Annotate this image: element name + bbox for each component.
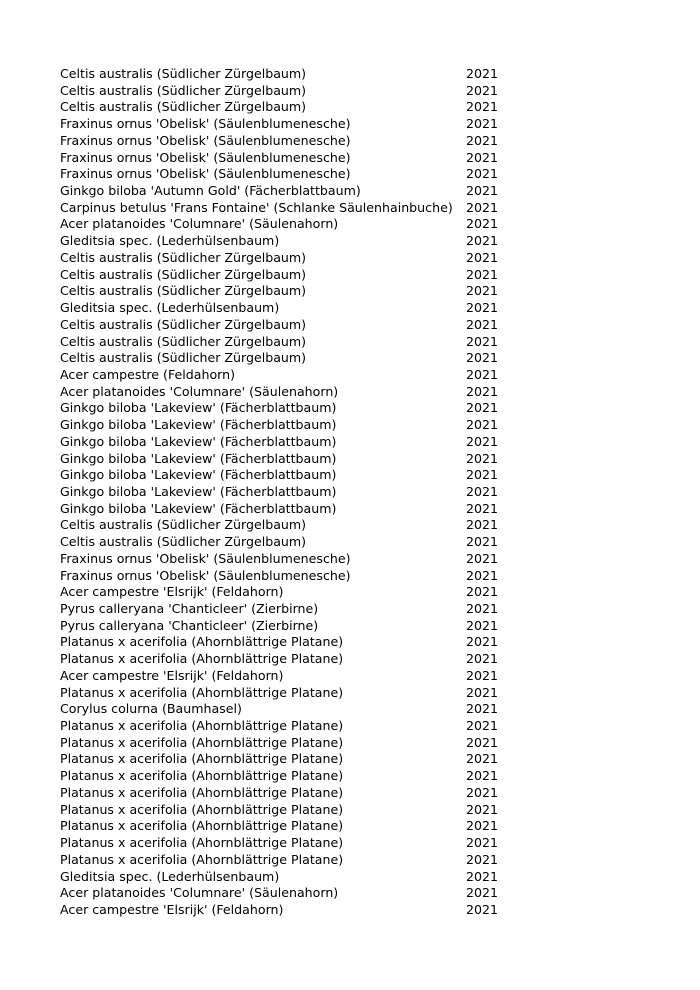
species-name: Acer platanoides 'Columnare' (Säulenahorn) <box>60 885 339 901</box>
planting-year: 2021 <box>466 316 499 332</box>
planting-year: 2021 <box>466 901 499 917</box>
table-row <box>60 233 520 250</box>
planting-year: 2021 <box>466 768 499 784</box>
planting-year: 2021 <box>466 567 499 583</box>
species-name: Celtis australis (Südlicher Zürgelbaum) <box>60 249 307 265</box>
table-row <box>60 116 520 133</box>
planting-year: 2021 <box>466 233 499 249</box>
table-row <box>60 384 520 401</box>
planting-year: 2021 <box>466 584 499 600</box>
planting-year: 2021 <box>466 266 499 282</box>
table-row <box>60 818 520 835</box>
planting-year: 2021 <box>466 283 499 299</box>
table-row <box>60 802 520 819</box>
table-row <box>60 250 520 267</box>
planting-year: 2021 <box>466 634 499 650</box>
table-row <box>60 200 520 217</box>
species-name: Fraxinus ornus 'Obelisk' (Säulenblumenesche) <box>60 567 351 583</box>
species-name: Ginkgo biloba 'Lakeview' (Fächerblattbaum) <box>60 500 337 516</box>
species-name: Gleditsia spec. (Lederhülsenbaum) <box>60 868 280 884</box>
species-name: Ginkgo biloba 'Autumn Gold' (Fächerblattbaum) <box>60 183 361 199</box>
species-name: Celtis australis (Südlicher Zürgelbaum) <box>60 517 307 533</box>
planting-year: 2021 <box>466 467 499 483</box>
planting-year: 2021 <box>466 149 499 165</box>
species-name: Platanus x acerifolia (Ahornblättrige Platane) <box>60 651 344 667</box>
planting-year: 2021 <box>466 216 499 232</box>
table-row <box>60 99 520 116</box>
species-name: Fraxinus ornus 'Obelisk' (Säulenblumenesche) <box>60 550 351 566</box>
planting-year: 2021 <box>466 383 499 399</box>
table-row <box>60 451 520 468</box>
table-row <box>60 751 520 768</box>
planting-year: 2021 <box>466 99 499 115</box>
planting-year: 2021 <box>466 116 499 132</box>
table-row <box>60 634 520 651</box>
table-row <box>60 183 520 200</box>
table-row <box>60 618 520 635</box>
table-row <box>60 668 520 685</box>
planting-year: 2021 <box>466 400 499 416</box>
species-name: Gleditsia spec. (Lederhülsenbaum) <box>60 300 280 316</box>
planting-year: 2021 <box>466 617 499 633</box>
species-name: Acer campestre 'Elsrijk' (Feldahorn) <box>60 584 284 600</box>
species-name: Ginkgo biloba 'Lakeview' (Fächerblattbaum) <box>60 417 337 433</box>
species-name: Gleditsia spec. (Lederhülsenbaum) <box>60 233 280 249</box>
table-row <box>60 417 520 434</box>
table-row <box>60 267 520 284</box>
planting-year: 2021 <box>466 801 499 817</box>
table-row <box>60 785 520 802</box>
planting-year: 2021 <box>466 534 499 550</box>
table-row <box>60 334 520 351</box>
planting-year: 2021 <box>466 885 499 901</box>
table-row <box>60 551 520 568</box>
planting-year: 2021 <box>466 166 499 182</box>
species-name: Fraxinus ornus 'Obelisk' (Säulenblumenesche) <box>60 166 351 182</box>
table-row <box>60 216 520 233</box>
table-row <box>60 584 520 601</box>
table-row <box>60 718 520 735</box>
table-row <box>60 735 520 752</box>
planting-year: 2021 <box>466 417 499 433</box>
planting-year: 2021 <box>466 734 499 750</box>
table-row <box>60 300 520 317</box>
table-row <box>60 133 520 150</box>
species-name: Ginkgo biloba 'Lakeview' (Fächerblattbaum) <box>60 433 337 449</box>
table-row <box>60 467 520 484</box>
table-row <box>60 66 520 83</box>
planting-year: 2021 <box>466 751 499 767</box>
species-name: Celtis australis (Südlicher Zürgelbaum) <box>60 350 307 366</box>
species-name: Celtis australis (Südlicher Zürgelbaum) <box>60 283 307 299</box>
planting-year: 2021 <box>466 183 499 199</box>
planting-year: 2021 <box>466 667 499 683</box>
table-row <box>60 517 520 534</box>
planting-year: 2021 <box>466 601 499 616</box>
table-row <box>60 434 520 451</box>
planting-year: 2021 <box>466 818 499 834</box>
table-row <box>60 601 520 618</box>
table-row <box>60 350 520 367</box>
table-row <box>60 885 520 902</box>
table-row <box>60 400 520 417</box>
species-name: Platanus x acerifolia (Ahornblättrige Platane) <box>60 801 344 817</box>
species-name: Pyrus calleryana 'Chanticleer' (Zierbirne) <box>60 617 319 633</box>
species-name: Celtis australis (Südlicher Zürgelbaum) <box>60 82 307 98</box>
species-name: Corylus colurna (Baumhasel) <box>60 701 242 717</box>
table-row <box>60 534 520 551</box>
table-row <box>60 651 520 668</box>
species-name: Celtis australis (Südlicher Zürgelbaum) <box>60 534 307 550</box>
species-name: Ginkgo biloba 'Lakeview' (Fächerblattbaum) <box>60 467 337 483</box>
table-row <box>60 852 520 869</box>
table-row <box>60 83 520 100</box>
planting-year: 2021 <box>466 851 499 867</box>
species-name: Platanus x acerifolia (Ahornblättrige Platane) <box>60 684 344 700</box>
species-name: Platanus x acerifolia (Ahornblättrige Platane) <box>60 784 344 800</box>
table-row <box>60 685 520 702</box>
planting-year: 2021 <box>466 868 499 884</box>
species-name: Ginkgo biloba 'Lakeview' (Fächerblattbaum) <box>60 400 337 416</box>
planting-year: 2021 <box>466 500 499 516</box>
tree-list <box>60 66 520 919</box>
planting-year: 2021 <box>466 249 499 265</box>
planting-year: 2021 <box>466 684 499 700</box>
species-name: Platanus x acerifolia (Ahornblättrige Platane) <box>60 751 344 767</box>
table-row <box>60 484 520 501</box>
planting-year: 2021 <box>466 300 499 316</box>
species-name: Acer platanoides 'Columnare' (Säulenahorn) <box>60 216 339 232</box>
species-name: Acer platanoides 'Columnare' (Säulenahorn) <box>60 383 339 399</box>
planting-year: 2021 <box>466 550 499 566</box>
table-row <box>60 869 520 886</box>
planting-year: 2021 <box>466 517 499 533</box>
species-name: Acer campestre 'Elsrijk' (Feldahorn) <box>60 901 284 917</box>
table-row <box>60 701 520 718</box>
species-name: Fraxinus ornus 'Obelisk' (Säulenblumenesche) <box>60 149 351 165</box>
species-name: Platanus x acerifolia (Ahornblättrige Platane) <box>60 818 344 834</box>
table-row <box>60 835 520 852</box>
planting-year: 2021 <box>466 132 499 148</box>
species-name: Acer campestre (Feldahorn) <box>60 366 236 382</box>
species-name: Ginkgo biloba 'Lakeview' (Fächerblattbaum) <box>60 450 337 466</box>
planting-year: 2021 <box>466 199 499 215</box>
species-name: Celtis australis (Südlicher Zürgelbaum) <box>60 66 307 81</box>
table-row <box>60 166 520 183</box>
species-name: Celtis australis (Südlicher Zürgelbaum) <box>60 333 307 349</box>
species-name: Acer campestre 'Elsrijk' (Feldahorn) <box>60 667 284 683</box>
planting-year: 2021 <box>466 333 499 349</box>
species-name: Celtis australis (Südlicher Zürgelbaum) <box>60 266 307 282</box>
species-name: Ginkgo biloba 'Lakeview' (Fächerblattbaum) <box>60 483 337 499</box>
table-row <box>60 768 520 785</box>
planting-year: 2021 <box>466 450 499 466</box>
planting-year: 2021 <box>466 433 499 449</box>
planting-year: 2021 <box>466 784 499 800</box>
table-row <box>60 283 520 300</box>
species-name: Platanus x acerifolia (Ahornblättrige Platane) <box>60 734 344 750</box>
table-row <box>60 150 520 167</box>
species-name: Celtis australis (Südlicher Zürgelbaum) <box>60 316 307 332</box>
species-name: Pyrus calleryana 'Chanticleer' (Zierbirne) <box>60 601 319 616</box>
species-name: Platanus x acerifolia (Ahornblättrige Platane) <box>60 768 344 784</box>
planting-year: 2021 <box>466 66 499 81</box>
species-name: Fraxinus ornus 'Obelisk' (Säulenblumenesche) <box>60 132 351 148</box>
planting-year: 2021 <box>466 651 499 667</box>
planting-year: 2021 <box>466 483 499 499</box>
planting-year: 2021 <box>466 701 499 717</box>
table-row <box>60 317 520 334</box>
species-name: Platanus x acerifolia (Ahornblättrige Platane) <box>60 718 344 734</box>
table-row <box>60 902 520 919</box>
planting-year: 2021 <box>466 835 499 851</box>
planting-year: 2021 <box>466 718 499 734</box>
species-name: Platanus x acerifolia (Ahornblättrige Platane) <box>60 851 344 867</box>
planting-year: 2021 <box>466 366 499 382</box>
planting-year: 2021 <box>466 350 499 366</box>
species-name: Celtis australis (Südlicher Zürgelbaum) <box>60 99 307 115</box>
species-name: Platanus x acerifolia (Ahornblättrige Platane) <box>60 835 344 851</box>
species-name: Platanus x acerifolia (Ahornblättrige Platane) <box>60 634 344 650</box>
species-name: Carpinus betulus 'Frans Fontaine' (Schlanke Säulenhainbuche) <box>60 199 453 215</box>
table-row <box>60 367 520 384</box>
table-row <box>60 568 520 585</box>
species-name: Fraxinus ornus 'Obelisk' (Säulenblumenesche) <box>60 116 351 132</box>
table-row <box>60 501 520 518</box>
planting-year: 2021 <box>466 82 499 98</box>
